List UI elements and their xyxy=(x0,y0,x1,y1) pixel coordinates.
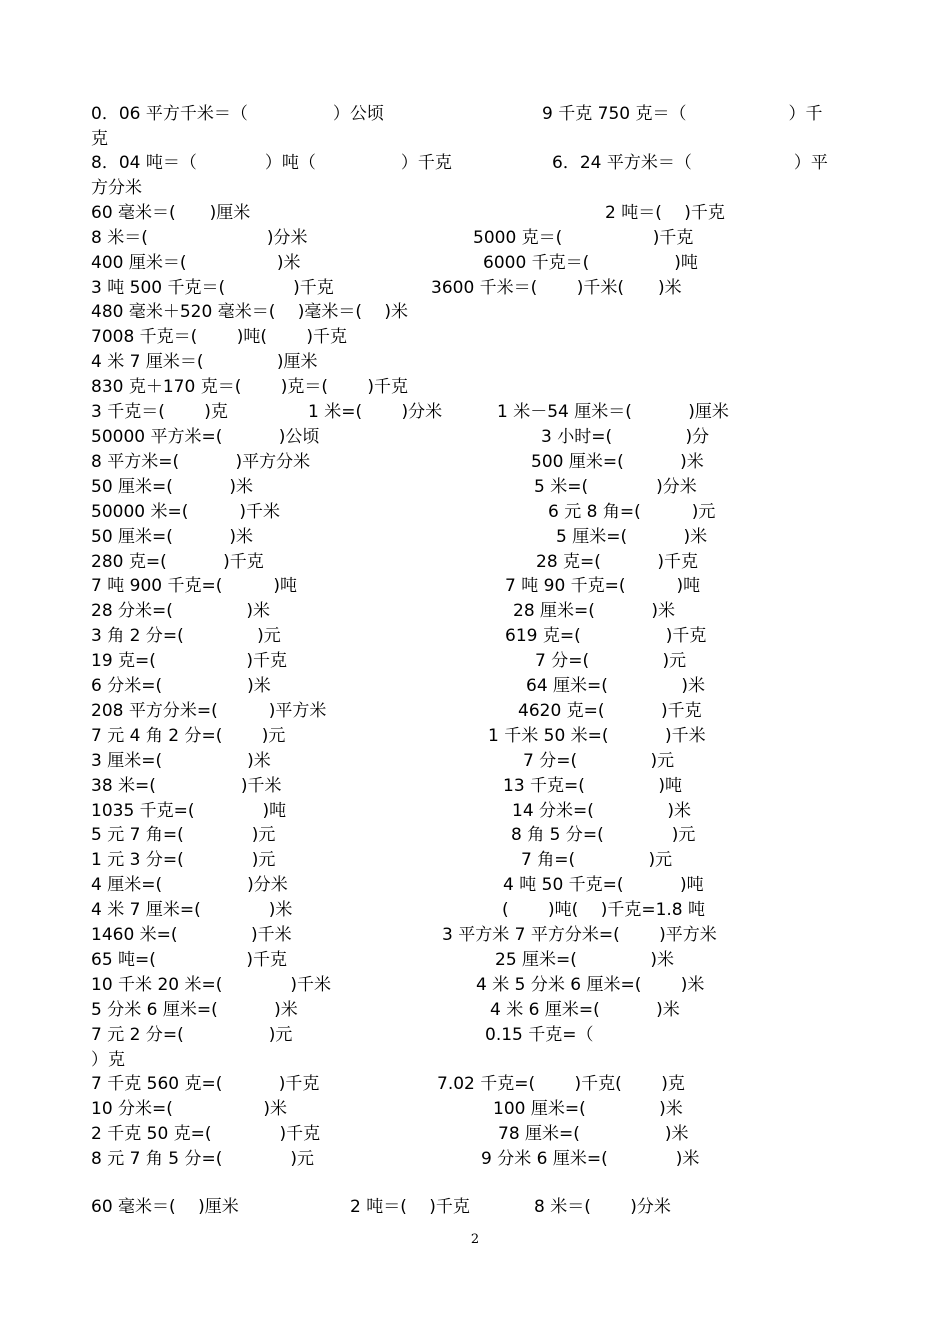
exercise-line: 100 厘米=( )米 xyxy=(493,1099,683,1119)
exercise-line: 1 米=( )分米 xyxy=(308,402,443,422)
exercise-line: 8．04 吨＝（ ）吨（ ）千克 xyxy=(91,153,452,173)
exercise-line: ( )吨( )千克=1.8 吨 xyxy=(502,900,706,920)
exercise-line: 10 分米=( )米 xyxy=(91,1099,287,1119)
exercise-line: 619 克=( )千克 xyxy=(505,626,707,646)
exercise-line: 5 厘米=( )米 xyxy=(556,527,708,547)
exercise-line: 60 毫米＝( )厘米 xyxy=(91,203,251,223)
exercise-line: 5 元 7 角=( )元 xyxy=(91,825,276,845)
exercise-line: 8 元 7 角 5 分=( )元 xyxy=(91,1149,314,1169)
exercise-line: 1035 千克=( )吨 xyxy=(91,801,287,821)
exercise-line: 0．06 平方千米＝（ ）公顷 xyxy=(91,104,384,124)
exercise-line: 4 吨 50 千克=( )吨 xyxy=(503,875,704,895)
exercise-line: 4 米 5 分米 6 厘米=( )米 xyxy=(476,975,705,995)
exercise-line: 2 吨＝( )千克 xyxy=(605,203,725,223)
exercise-line: 8 平方米=( )平方分米 xyxy=(91,452,311,472)
exercise-line: 3 小时=( )分 xyxy=(541,427,710,447)
exercise-line: 50000 米=( )千米 xyxy=(91,502,280,522)
exercise-line: 4 米 7 厘米=( )米 xyxy=(91,900,293,920)
exercise-line: 78 厘米=( )米 xyxy=(498,1124,689,1144)
exercise-line: 1 米－54 厘米＝( )厘米 xyxy=(497,402,729,422)
exercise-line: 480 毫米＋520 毫米＝( )毫米＝( )米 xyxy=(91,302,409,322)
exercise-line: 1 千米 50 米=( )千米 xyxy=(488,726,706,746)
exercise-line: 4 厘米=( )分米 xyxy=(91,875,288,895)
exercise-line: 3600 千米＝( )千米( )米 xyxy=(431,278,682,298)
exercise-line: 28 分米=( )米 xyxy=(91,601,270,621)
exercise-line: 9 千克 750 克＝（ ）千 xyxy=(542,104,823,124)
exercise-line: 3 平方米 7 平方分米=( )平方米 xyxy=(442,925,717,945)
exercise-line: 400 厘米＝( )米 xyxy=(91,253,301,273)
exercise-line: 10 千米 20 米=( )千米 xyxy=(91,975,331,995)
exercise-line: 2 吨＝( )千克 xyxy=(350,1197,470,1217)
exercise-line: 8 角 5 分=( )元 xyxy=(511,825,696,845)
page-number: 2 xyxy=(470,1232,480,1247)
exercise-line: 50 厘米=( )米 xyxy=(91,477,253,497)
exercise-line: 7 吨 90 千克=( )吨 xyxy=(505,576,701,596)
exercise-line: 2 千克 50 克=( )千克 xyxy=(91,1124,321,1144)
exercise-line: 4 米 7 厘米＝( )厘米 xyxy=(91,352,318,372)
exercise-line: 7 千克 560 克=( )千克 xyxy=(91,1074,320,1094)
exercise-line: 7 分=( )元 xyxy=(523,751,675,771)
exercise-line: 3 厘米=( )米 xyxy=(91,751,271,771)
exercise-line: 60 毫米＝( )厘米 xyxy=(91,1197,239,1217)
exercise-line: 7 分=( )元 xyxy=(535,651,687,671)
exercise-line: 克 xyxy=(91,129,108,149)
exercise-line: 7008 千克＝( )吨( )千克 xyxy=(91,327,348,347)
exercise-line: 7.02 千克=( )千克( )克 xyxy=(437,1074,685,1094)
exercise-line: 25 厘米=( )米 xyxy=(495,950,674,970)
exercise-line: 5 米=( )分米 xyxy=(534,477,697,497)
exercise-line: 7 元 2 分=( )元 xyxy=(91,1025,293,1045)
exercise-line: 方分米 xyxy=(91,178,142,198)
exercise-line: 6 元 8 角=( )元 xyxy=(548,502,716,522)
exercise-line: 65 吨=( )千克 xyxy=(91,950,287,970)
exercise-line: 14 分米=( )米 xyxy=(512,801,691,821)
exercise-line: 6．24 平方米＝（ ）平 xyxy=(552,153,828,173)
exercise-line: 50000 平方米=( )公顷 xyxy=(91,427,320,447)
exercise-line: 1460 米=( )千米 xyxy=(91,925,292,945)
exercise-line: 8 米＝( )分米 xyxy=(91,228,308,248)
exercise-line: 28 克=( )千克 xyxy=(536,552,698,572)
exercise-line: ）克 xyxy=(91,1050,125,1070)
exercise-line: 7 元 4 角 2 分=( )元 xyxy=(91,726,286,746)
exercise-line: 3 千克＝( )克 xyxy=(91,402,228,422)
exercise-line: 1 元 3 分=( )元 xyxy=(91,850,276,870)
exercise-line: 19 克=( )千克 xyxy=(91,651,287,671)
exercise-line: 0.15 千克=（ xyxy=(485,1025,594,1045)
exercise-line: 8 米＝( )分米 xyxy=(534,1197,671,1217)
exercise-line: 64 厘米=( )米 xyxy=(526,676,705,696)
exercise-line: 830 克＋170 克＝( )克＝( )千克 xyxy=(91,377,409,397)
exercise-line: 3 吨 500 千克＝( )千克 xyxy=(91,278,334,298)
exercise-line: 6 分米=( )米 xyxy=(91,676,271,696)
exercise-line: 9 分米 6 厘米=( )米 xyxy=(481,1149,700,1169)
exercise-line: 50 厘米=( )米 xyxy=(91,527,253,547)
exercise-line: 4620 克=( )千克 xyxy=(518,701,702,721)
exercise-line: 280 克=( )千克 xyxy=(91,552,264,572)
exercise-line: 13 千克=( )吨 xyxy=(503,776,682,796)
exercise-line: 38 米=( )千米 xyxy=(91,776,282,796)
exercise-line: 4 米 6 厘米=( )米 xyxy=(490,1000,680,1020)
exercise-line: 6000 千克＝( )吨 xyxy=(483,253,698,273)
exercise-line: 3 角 2 分=( )元 xyxy=(91,626,281,646)
exercise-line: 500 厘米=( )米 xyxy=(531,452,704,472)
exercise-line: 28 厘米=( )米 xyxy=(513,601,675,621)
exercise-line: 5000 克＝( )千克 xyxy=(473,228,694,248)
exercise-line: 7 角=( )元 xyxy=(521,850,673,870)
exercise-line: 7 吨 900 千克=( )吨 xyxy=(91,576,297,596)
exercise-line: 5 分米 6 厘米=( )米 xyxy=(91,1000,298,1020)
exercise-line: 208 平方分米=( )平方米 xyxy=(91,701,327,721)
